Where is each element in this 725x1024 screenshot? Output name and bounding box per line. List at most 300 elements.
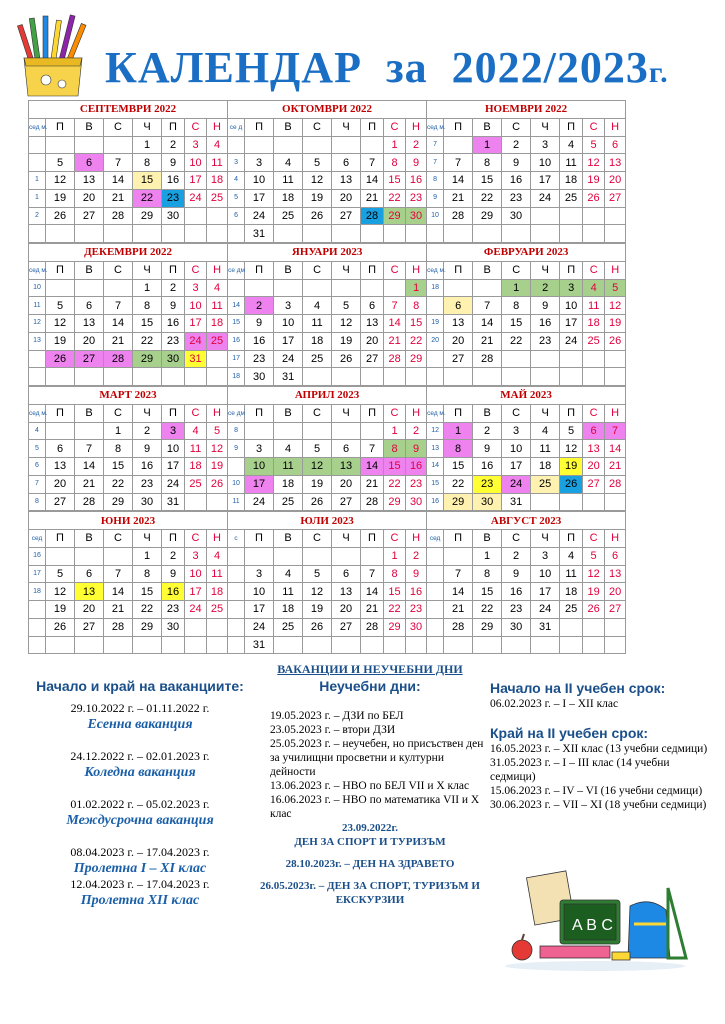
- month-row-table: [28, 511, 626, 654]
- day-cell: [46, 368, 75, 386]
- day-cell: 7: [361, 565, 384, 583]
- day-cell: 4: [185, 422, 207, 440]
- day-cell: 17: [274, 332, 303, 350]
- day-cell: 23: [406, 189, 427, 207]
- nonschool-day: 25.05.2023 г. – неучебен, но присъствен ден за училищни просветни и културни дейности: [270, 738, 484, 778]
- day-cell: 29: [384, 207, 406, 225]
- week-number: 6: [29, 458, 46, 476]
- day-cell: 3: [162, 422, 185, 440]
- day-cell: 25: [207, 332, 228, 350]
- day-cell: 28: [605, 475, 626, 493]
- day-cell: 12: [583, 154, 605, 172]
- day-cell: 25: [207, 189, 228, 207]
- day-cell: 6: [75, 297, 104, 315]
- day-cell: 9: [162, 565, 185, 583]
- day-cell: [332, 547, 361, 565]
- day-cell: 29: [473, 618, 502, 636]
- day-cell: 14: [361, 583, 384, 601]
- day-cell: 15: [444, 458, 473, 476]
- day-cell: 9: [473, 440, 502, 458]
- day-cell: 21: [384, 332, 406, 350]
- week-number: [29, 636, 46, 654]
- day-cell: 8: [406, 297, 427, 315]
- day-cell: [406, 636, 427, 654]
- day-header: В: [75, 118, 104, 136]
- day-cell: 15: [133, 315, 162, 333]
- week-number: [29, 601, 46, 619]
- event-line: 26.05.2023г. – ДЕН ЗА СПОРТ, ТУРИЗЪМ И ЕКСКУРЗИИ: [260, 880, 480, 906]
- day-cell: 7: [361, 440, 384, 458]
- week-number: [29, 136, 46, 154]
- day-cell: 22: [384, 189, 406, 207]
- day-cell: 2: [133, 422, 162, 440]
- day-cell: 31: [245, 636, 274, 654]
- day-cell: 27: [46, 493, 75, 511]
- day-cell: 14: [104, 315, 133, 333]
- day-cell: 1: [133, 279, 162, 297]
- day-cell: 27: [583, 475, 605, 493]
- week-number: [228, 225, 245, 243]
- day-cell: 23: [162, 332, 185, 350]
- title-word: КАЛЕНДАР: [105, 43, 362, 92]
- day-cell: 22: [473, 601, 502, 619]
- day-cell: [75, 422, 104, 440]
- month-name: ФЕВРУАРИ 2023: [427, 244, 626, 262]
- day-cell: 3: [185, 279, 207, 297]
- day-cell: [104, 636, 133, 654]
- day-cell: 23: [245, 350, 274, 368]
- week-number: 14: [228, 297, 245, 315]
- day-cell: 3: [185, 547, 207, 565]
- day-header: П: [46, 261, 75, 279]
- day-cell: 18: [185, 458, 207, 476]
- event-line: 28.10.2023г. – ДЕН НА ЗДРАВЕТО: [285, 858, 455, 870]
- day-cell: 27: [605, 189, 626, 207]
- day-cell: 8: [384, 565, 406, 583]
- day-cell: 16: [133, 458, 162, 476]
- week-number: 7: [427, 154, 444, 172]
- week-number: [427, 368, 444, 386]
- day-cell: 25: [531, 475, 560, 493]
- day-cell: 1: [384, 136, 406, 154]
- day-cell: 24: [185, 332, 207, 350]
- day-cell: 3: [502, 422, 531, 440]
- day-cell: [406, 225, 427, 243]
- day-header: П: [162, 404, 185, 422]
- day-cell: 11: [207, 154, 228, 172]
- day-cell: 2: [406, 547, 427, 565]
- week-number: 5: [29, 440, 46, 458]
- day-cell: 13: [75, 315, 104, 333]
- day-cell: 4: [274, 440, 303, 458]
- week-number: 10: [29, 279, 46, 297]
- week-number: [427, 225, 444, 243]
- day-cell: 25: [560, 189, 583, 207]
- day-cell: 3: [274, 297, 303, 315]
- nonschool-day: 13.06.2023 г. – НВО по БЕЛ VII и X клас: [270, 780, 470, 792]
- day-cell: 8: [133, 565, 162, 583]
- day-cell: 16: [531, 315, 560, 333]
- day-header: С: [303, 530, 332, 548]
- month-name: МАЙ 2023: [427, 387, 626, 405]
- school-supplies-icon: [500, 866, 690, 972]
- day-cell: 19: [46, 332, 75, 350]
- day-cell: 7: [361, 154, 384, 172]
- day-cell: 22: [473, 189, 502, 207]
- day-cell: 17: [245, 601, 274, 619]
- day-cell: [605, 350, 626, 368]
- day-cell: [444, 136, 473, 154]
- day-cell: 5: [207, 422, 228, 440]
- day-cell: 1: [473, 547, 502, 565]
- week-number: 8: [29, 493, 46, 511]
- day-cell: 19: [46, 189, 75, 207]
- nonschool-day: 16.06.2023 г. – НВО по математика VII и X клас: [270, 794, 480, 820]
- day-cell: 16: [162, 315, 185, 333]
- day-cell: [185, 207, 207, 225]
- day-cell: [473, 368, 502, 386]
- day-cell: [361, 225, 384, 243]
- week-number: [427, 547, 444, 565]
- day-cell: 1: [133, 136, 162, 154]
- vacation-dates: 08.04.2023 г. – 17.04.2023 г.: [70, 845, 210, 859]
- day-cell: 25: [274, 493, 303, 511]
- day-header: П: [560, 530, 583, 548]
- day-cell: [384, 368, 406, 386]
- day-cell: 9: [162, 154, 185, 172]
- week-number: [29, 618, 46, 636]
- day-cell: 20: [605, 583, 626, 601]
- day-cell: 15: [473, 172, 502, 190]
- day-cell: 7: [605, 422, 626, 440]
- day-cell: 29: [104, 493, 133, 511]
- day-cell: 5: [46, 565, 75, 583]
- day-cell: 5: [583, 547, 605, 565]
- day-cell: 8: [104, 440, 133, 458]
- week-number: 7: [427, 136, 444, 154]
- day-cell: 6: [361, 297, 384, 315]
- day-cell: 10: [162, 440, 185, 458]
- day-cell: [46, 279, 75, 297]
- week-number: [228, 458, 245, 476]
- day-header: Н: [406, 530, 427, 548]
- day-cell: 10: [185, 565, 207, 583]
- day-cell: 23: [406, 475, 427, 493]
- day-cell: 12: [207, 440, 228, 458]
- day-cell: [274, 225, 303, 243]
- week-number: [29, 368, 46, 386]
- vacation-dates: 12.04.2023 г. – 17.04.2023 г.: [70, 877, 210, 891]
- day-cell: 17: [162, 458, 185, 476]
- day-cell: [245, 136, 274, 154]
- day-cell: 1: [133, 547, 162, 565]
- day-cell: 20: [444, 332, 473, 350]
- day-header: Н: [406, 261, 427, 279]
- day-cell: 7: [104, 154, 133, 172]
- day-cell: 17: [185, 583, 207, 601]
- day-cell: [583, 350, 605, 368]
- month-name: ЮЛИ 2023: [228, 512, 427, 530]
- day-cell: 11: [185, 440, 207, 458]
- day-cell: 27: [75, 207, 104, 225]
- day-cell: 6: [75, 154, 104, 172]
- day-cell: 28: [384, 350, 406, 368]
- day-header: С: [185, 530, 207, 548]
- day-cell: 12: [560, 440, 583, 458]
- day-cell: [605, 493, 626, 511]
- day-header: В: [473, 118, 502, 136]
- day-cell: 26: [583, 189, 605, 207]
- day-cell: [444, 368, 473, 386]
- day-cell: [361, 636, 384, 654]
- day-cell: 15: [133, 172, 162, 190]
- day-cell: 31: [162, 493, 185, 511]
- day-cell: 27: [75, 618, 104, 636]
- day-cell: 19: [207, 458, 228, 476]
- day-header: С: [583, 404, 605, 422]
- vacation-item: [30, 701, 250, 733]
- week-number: [29, 350, 46, 368]
- month-name: ДЕКЕМВРИ 2022: [29, 244, 228, 262]
- day-cell: 6: [332, 440, 361, 458]
- day-cell: 25: [560, 601, 583, 619]
- week-number: [228, 601, 245, 619]
- day-cell: 7: [384, 297, 406, 315]
- day-cell: [46, 636, 75, 654]
- day-cell: 2: [473, 422, 502, 440]
- vacation-item: [30, 749, 250, 781]
- day-header: Ч: [332, 404, 361, 422]
- day-cell: 16: [162, 583, 185, 601]
- event-line: ДЕН ЗА СПОРТ И ТУРИЗЪМ: [294, 836, 446, 848]
- day-cell: 27: [332, 493, 361, 511]
- month-row-table: [28, 100, 626, 243]
- day-cell: 25: [583, 332, 605, 350]
- day-cell: 11: [303, 315, 332, 333]
- day-header: В: [274, 261, 303, 279]
- day-cell: 19: [560, 458, 583, 476]
- day-cell: [207, 618, 228, 636]
- day-cell: 11: [274, 583, 303, 601]
- week-number: 15: [228, 315, 245, 333]
- title-suffix: г.: [648, 56, 669, 89]
- vacation-dates: 29.10.2022 г. – 01.11.2022 г.: [70, 701, 210, 715]
- day-cell: 8: [384, 154, 406, 172]
- day-header: В: [274, 118, 303, 136]
- month-name: АВГУСТ 2023: [427, 512, 626, 530]
- day-cell: 11: [583, 297, 605, 315]
- day-cell: 15: [473, 583, 502, 601]
- day-cell: 1: [104, 422, 133, 440]
- day-header: В: [75, 530, 104, 548]
- day-cell: 29: [133, 350, 162, 368]
- day-cell: 4: [583, 279, 605, 297]
- day-cell: 15: [406, 315, 427, 333]
- day-cell: 18: [531, 458, 560, 476]
- day-cell: 21: [361, 601, 384, 619]
- day-header: С: [384, 261, 406, 279]
- day-header: Н: [605, 530, 626, 548]
- day-cell: 25: [303, 350, 332, 368]
- day-cell: 4: [207, 279, 228, 297]
- day-cell: 10: [245, 458, 274, 476]
- day-cell: 16: [473, 458, 502, 476]
- day-cell: [583, 493, 605, 511]
- day-header: С: [583, 261, 605, 279]
- title-word: за: [385, 43, 428, 92]
- day-cell: [502, 636, 531, 654]
- term-end-item: 16.05.2023 г. – XII клас (13 учебни седмици): [490, 743, 708, 755]
- day-header: П: [361, 261, 384, 279]
- day-cell: 30: [473, 493, 502, 511]
- week-number: 19: [427, 315, 444, 333]
- day-header: П: [162, 118, 185, 136]
- day-cell: 22: [104, 475, 133, 493]
- day-header: Ч: [531, 118, 560, 136]
- day-cell: 18: [274, 601, 303, 619]
- day-cell: [133, 225, 162, 243]
- day-cell: [185, 368, 207, 386]
- day-cell: 21: [104, 601, 133, 619]
- section-subtitle: Неучебни дни:: [319, 678, 421, 694]
- day-header: С: [502, 261, 531, 279]
- day-header: В: [473, 261, 502, 279]
- day-cell: 20: [583, 458, 605, 476]
- day-header: С: [384, 530, 406, 548]
- day-header: Н: [605, 404, 626, 422]
- event-line: 23.09.2022г.: [341, 822, 398, 834]
- day-cell: 26: [46, 618, 75, 636]
- day-cell: 3: [531, 136, 560, 154]
- day-cell: [207, 493, 228, 511]
- day-cell: [207, 225, 228, 243]
- vacations-block: [30, 678, 250, 909]
- day-cell: 13: [361, 315, 384, 333]
- day-cell: 18: [207, 172, 228, 190]
- day-cell: 12: [303, 172, 332, 190]
- day-cell: [502, 225, 531, 243]
- day-header: П: [245, 118, 274, 136]
- day-header: П: [560, 261, 583, 279]
- day-header: П: [361, 118, 384, 136]
- week-number: 13: [29, 332, 46, 350]
- day-cell: 13: [444, 315, 473, 333]
- day-cell: 7: [444, 565, 473, 583]
- day-cell: 11: [274, 458, 303, 476]
- day-cell: 10: [245, 583, 274, 601]
- day-cell: 4: [560, 136, 583, 154]
- day-cell: 5: [46, 154, 75, 172]
- week-number: [427, 297, 444, 315]
- day-cell: 27: [444, 350, 473, 368]
- day-cell: 2: [406, 136, 427, 154]
- day-cell: 11: [274, 172, 303, 190]
- day-cell: 29: [133, 207, 162, 225]
- nonschool-days-block: [252, 662, 488, 907]
- day-cell: [605, 636, 626, 654]
- day-cell: 31: [274, 368, 303, 386]
- day-cell: 29: [384, 493, 406, 511]
- week-header: с: [228, 530, 245, 548]
- day-header: С: [583, 530, 605, 548]
- day-cell: 28: [361, 493, 384, 511]
- day-header: Н: [207, 261, 228, 279]
- day-cell: [531, 225, 560, 243]
- day-cell: [332, 636, 361, 654]
- week-number: [228, 618, 245, 636]
- month-row-table: [28, 243, 626, 386]
- day-cell: 26: [560, 475, 583, 493]
- day-cell: 2: [162, 136, 185, 154]
- day-cell: 15: [133, 583, 162, 601]
- day-header: С: [502, 118, 531, 136]
- day-cell: 25: [274, 207, 303, 225]
- day-cell: 22: [406, 332, 427, 350]
- vacation-name: Коледна ваканция: [84, 765, 196, 780]
- day-cell: 30: [406, 207, 427, 225]
- day-cell: 3: [245, 154, 274, 172]
- day-cell: 20: [361, 332, 384, 350]
- day-cell: 27: [75, 350, 104, 368]
- day-cell: 4: [274, 154, 303, 172]
- day-header: Н: [605, 261, 626, 279]
- day-cell: 8: [133, 297, 162, 315]
- day-cell: 26: [332, 350, 361, 368]
- day-cell: 24: [274, 350, 303, 368]
- day-cell: 8: [384, 440, 406, 458]
- day-cell: 27: [361, 350, 384, 368]
- day-cell: 31: [531, 618, 560, 636]
- day-cell: [303, 225, 332, 243]
- day-cell: 30: [406, 493, 427, 511]
- day-cell: 2: [406, 422, 427, 440]
- day-cell: 19: [303, 189, 332, 207]
- day-cell: 6: [583, 422, 605, 440]
- day-cell: 14: [444, 583, 473, 601]
- day-cell: 14: [384, 315, 406, 333]
- day-cell: 23: [162, 601, 185, 619]
- day-cell: 26: [46, 350, 75, 368]
- pencil-cup-icon: [16, 12, 96, 98]
- day-cell: [531, 493, 560, 511]
- day-cell: [185, 225, 207, 243]
- day-header: П: [46, 530, 75, 548]
- day-cell: 9: [531, 297, 560, 315]
- day-cell: 20: [332, 475, 361, 493]
- day-cell: 16: [406, 458, 427, 476]
- day-cell: 17: [245, 475, 274, 493]
- week-number: [228, 279, 245, 297]
- term-start-item: 06.02.2023 г. – I – XII клас: [490, 698, 619, 710]
- week-number: [29, 225, 46, 243]
- day-cell: 30: [502, 207, 531, 225]
- day-cell: 27: [332, 207, 361, 225]
- day-cell: 4: [207, 547, 228, 565]
- day-cell: 22: [502, 332, 531, 350]
- day-cell: 16: [245, 332, 274, 350]
- day-cell: 13: [332, 583, 361, 601]
- day-cell: 12: [303, 583, 332, 601]
- day-cell: 2: [162, 279, 185, 297]
- day-cell: [162, 636, 185, 654]
- day-cell: 22: [133, 332, 162, 350]
- day-cell: 21: [605, 458, 626, 476]
- day-cell: 30: [162, 618, 185, 636]
- day-cell: 31: [185, 350, 207, 368]
- day-cell: [531, 350, 560, 368]
- week-number: [29, 154, 46, 172]
- day-cell: [75, 136, 104, 154]
